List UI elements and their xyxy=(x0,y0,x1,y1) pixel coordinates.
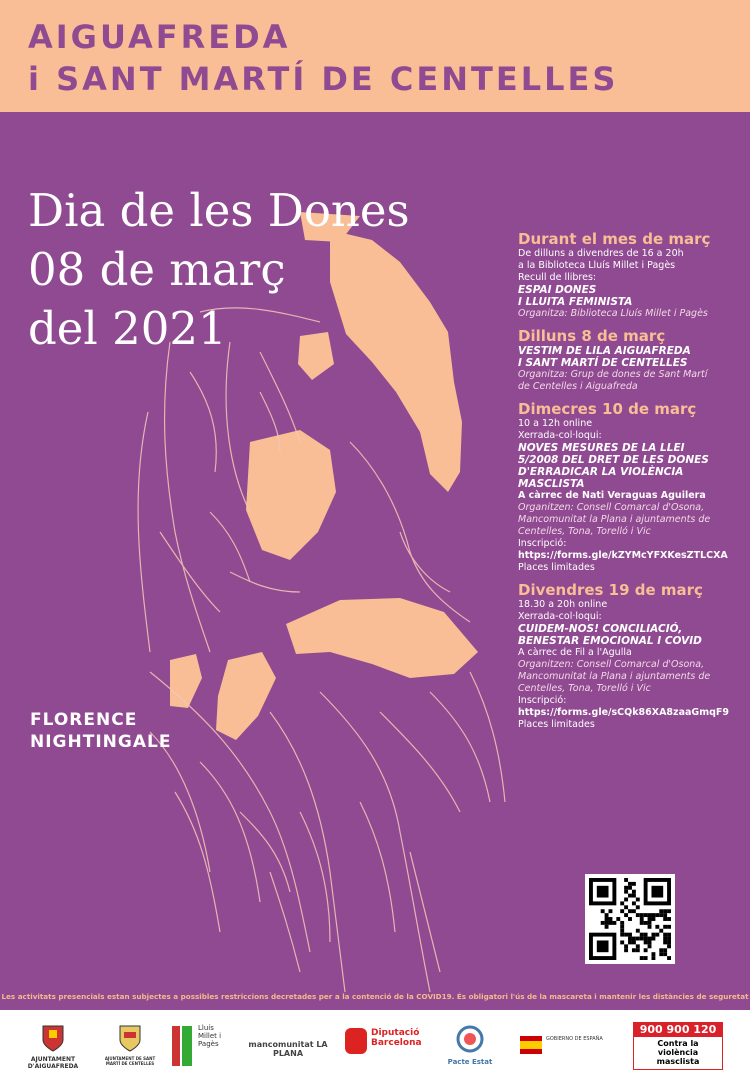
logo-diputacio: Diputació Barcelona xyxy=(345,1028,425,1054)
qr-code-pattern xyxy=(589,878,671,960)
event-detail-line: 18.30 a 20h online xyxy=(518,599,608,610)
event-item xyxy=(518,400,746,574)
title-line-1: Dia de les Dones xyxy=(28,184,410,237)
logo-sant-marti: AJUNTAMENT DE SANT MARTÍ DE CENTELLES xyxy=(100,1024,160,1066)
event-detail-line: Centelles, Tona, Torelló i Vic xyxy=(518,683,651,694)
event-date: Divendres 19 de març xyxy=(518,581,703,599)
coat-of-arms-icon xyxy=(118,1024,142,1052)
event-item xyxy=(518,230,746,320)
event-item xyxy=(518,327,746,393)
event-detail-line: Inscripció: xyxy=(518,695,567,706)
portrait-caption-line-1: FLORENCE xyxy=(30,710,138,730)
events-list xyxy=(518,230,746,738)
registration-link[interactable]: https://forms.gle/sCQk86XA8zaaGmqF9 xyxy=(518,707,729,718)
event-detail-line: Places limitades xyxy=(518,562,595,573)
event-detail-line: VESTIM DE LILA AIGUAFREDA xyxy=(518,345,691,357)
event-detail-line: ESPAI DONES xyxy=(518,284,597,296)
event-detail-line: Xerrada-col·loqui: xyxy=(518,611,602,622)
title-line-3: del 2021 xyxy=(28,302,227,355)
coat-of-arms-icon xyxy=(41,1024,65,1052)
covid-disclaimer: Les activitats presencials estan subjectes a possibles restriccions decretades per a la contenció de la COVID19. És obligatori l'ús de la mascareta i mantenir les distàncies de seguretat xyxy=(1,992,749,1001)
registration-link[interactable]: https://forms.gle/kZYMcYFXKesZTLCXA xyxy=(518,550,728,561)
event-detail-line: 5/2008 DEL DRET DE LES DONES xyxy=(518,454,709,466)
helpline-number: 900 900 120 xyxy=(634,1023,722,1037)
event-detail-line: Organitzen: Consell Comarcal d'Osona, xyxy=(518,659,705,670)
helpline-logo xyxy=(633,1022,723,1070)
header-banner xyxy=(0,0,750,112)
header-line-2: i SANT MARTÍ DE CENTELLES xyxy=(28,60,619,98)
logo-biblioteca: Lluís Millet i Pagès xyxy=(170,1024,230,1068)
sponsor-logos-bar xyxy=(0,1010,750,1087)
event-detail-line: Inscripció: xyxy=(518,538,567,549)
event-detail-line: 10 a 12h online xyxy=(518,418,593,429)
event-detail-line: I LLUITA FEMINISTA xyxy=(518,296,633,308)
event-detail-line: Organitzen: Consell Comarcal d'Osona, xyxy=(518,502,705,513)
event-detail-line: Mancomunitat la Plana i ajuntaments de xyxy=(518,514,711,525)
header-line-1: AIGUAFREDA xyxy=(28,18,291,56)
diputacio-icon xyxy=(345,1028,367,1054)
event-detail-line: Centelles, Tona, Torelló i Vic xyxy=(518,526,651,537)
event-detail-line: De dilluns a divendres de 16 a 20h xyxy=(518,248,684,259)
event-detail-line: a la Biblioteca Lluís Millet i Pagès xyxy=(518,260,676,271)
event-detail-line: MASCLISTA xyxy=(518,478,585,490)
event-detail-line: Mancomunitat la Plana i ajuntaments de xyxy=(518,671,711,682)
library-icon xyxy=(170,1024,194,1068)
event-detail-line: D'ERRADICAR LA VIOLÈNCIA xyxy=(518,466,684,478)
portrait-caption-line-2: NIGHTINGALE xyxy=(30,732,172,752)
event-date: Dilluns 8 de març xyxy=(518,327,666,345)
helpline-caption: Contra la violència masclista xyxy=(656,1039,700,1066)
event-detail-line: I SANT MARTÍ DE CENTELLES xyxy=(518,357,688,369)
logo-ajuntament-aiguafreda: AJUNTAMENT D'AIGUAFREDA xyxy=(18,1024,88,1070)
event-detail-line: Organitza: Biblioteca Lluís Millet i Pagès xyxy=(518,308,708,319)
event-item xyxy=(518,581,746,731)
event-detail-line: NOVES MESURES DE LA LLEI xyxy=(518,442,685,454)
qr-code[interactable] xyxy=(585,874,675,964)
event-detail-line: A càrrec de Nati Veraguas Aguilera xyxy=(518,490,706,501)
event-date: Durant el mes de març xyxy=(518,230,711,248)
event-detail-line: BENESTAR EMOCIONAL I COVID xyxy=(518,635,702,647)
title-line-2: 08 de març xyxy=(28,243,286,296)
event-detail-line: Recull de llibres: xyxy=(518,272,597,283)
spain-arms-icon xyxy=(520,1036,542,1054)
event-detail-line: CUIDEM-NOS! CONCILIACIÓ, xyxy=(518,623,683,635)
logo-pacte-estat: Pacte Estat xyxy=(440,1024,500,1066)
event-detail-line: A càrrec de Fil a l'Agulla xyxy=(518,647,632,658)
event-date: Dimecres 10 de març xyxy=(518,400,697,418)
logo-govern: GOBIERNO DE ESPAÑA xyxy=(520,1036,610,1054)
logo-mancomunitat: mancomunitat LA PLANA xyxy=(248,1040,328,1058)
event-detail-line: Places limitades xyxy=(518,719,595,730)
pacte-icon xyxy=(455,1024,485,1054)
event-detail-line: Organitza: Grup de dones de Sant Martí xyxy=(518,369,708,380)
event-detail-line: de Centelles i Aiguafreda xyxy=(518,381,638,392)
event-detail-line: Xerrada-col·loqui: xyxy=(518,430,602,441)
